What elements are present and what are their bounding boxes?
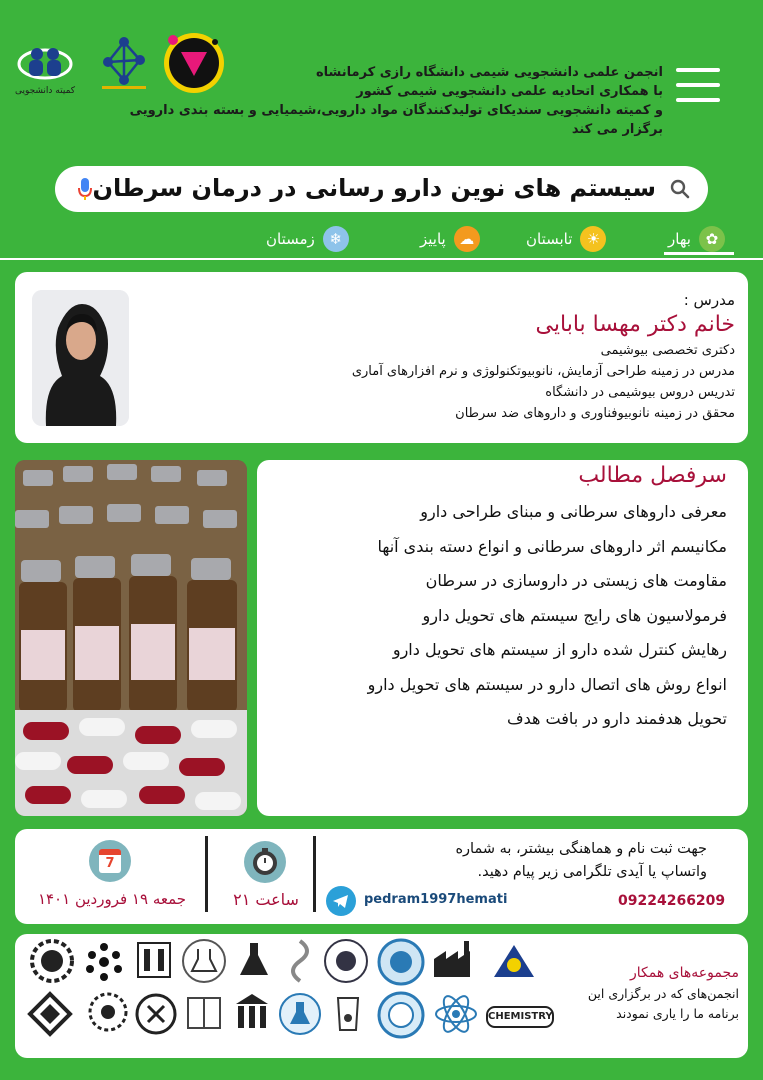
course-title: سیستم های نوین دارو رسانی در درمان سرطان (92, 174, 656, 202)
instructor-detail: محقق در زمینه نانوبیوفناوری و داروهای ضد سرطان (455, 406, 735, 421)
student-committee-caption: کمیته دانشجویی (14, 86, 76, 96)
partner-logo-flask-gear (232, 937, 276, 985)
syllabus-item: معرفی داروهای سرطانی و مبنای طراحی دارو (420, 502, 727, 521)
calendar-sheet: 7 (99, 849, 121, 873)
tab-label: زمستان (266, 230, 315, 248)
partner-logo-dots (80, 937, 128, 985)
partners-heading: مجموعه‌های همکار (629, 965, 739, 981)
active-tab-indicator (664, 252, 734, 255)
student-committee-logo (14, 40, 76, 96)
syllabus-item: مکانیسم اثر داروهای سرطانی و انواع دسته بندی آنها (377, 536, 727, 556)
partner-logo-seal (322, 937, 370, 985)
medicine-image (15, 460, 247, 816)
partner-logo-atom (432, 990, 480, 1038)
instructor-photo (32, 290, 129, 426)
event-time: ساعت ۲۱ (233, 890, 299, 909)
syllabus-heading: سرفصل مطالب (578, 463, 727, 488)
menu-line (676, 68, 720, 72)
contact-text (337, 838, 707, 884)
organizer-text (123, 63, 663, 139)
partner-logo-molecule (86, 990, 130, 1038)
calendar-icon (89, 840, 131, 882)
spring-icon: ✿ (699, 226, 725, 252)
partner-logo-building (132, 937, 176, 985)
organizer-line: انجمن علمی دانشجویی شیمی دانشگاه رازی کرمانشاه (315, 65, 663, 80)
tab-label: بهار (668, 230, 691, 248)
partner-logo-blue-seal (376, 937, 426, 987)
partner-logo-chemistry: CHEMISTRY (486, 1006, 554, 1028)
partner-logo-flasks (180, 937, 228, 985)
partners-desc: انجمن‌های که در برگزاری این (587, 986, 739, 1001)
organizer-line: و کمیته دانشجویی سندیکای تولیدکنندگان مواد دارویی،شیمیایی و بسته بندی دارویی (129, 103, 663, 118)
partner-logo-beaker (326, 990, 370, 1038)
partner-logo-book (182, 990, 226, 1038)
instructor-name: خانم دکتر مهسا بابایی (535, 312, 735, 337)
menu-button[interactable] (676, 68, 720, 102)
telegram-icon[interactable] (326, 886, 356, 916)
organizer-line: برگزار می کند (571, 122, 663, 137)
partner-logo-association (486, 937, 542, 985)
tab-label: تابستان (526, 230, 573, 248)
tab-winter[interactable] (266, 225, 349, 253)
medicine-vials-capsules-image (15, 460, 247, 816)
tab-autumn[interactable] (420, 225, 480, 253)
tab-spring[interactable] (668, 225, 725, 253)
partner-logo-blue-circle (376, 990, 426, 1040)
phone-number[interactable]: 09224266209 (618, 893, 726, 909)
partner-logo-helix (280, 937, 320, 985)
contact-divider (205, 836, 208, 912)
partner-logo-chevron (26, 990, 74, 1038)
syllabus-item: رهایش کنترل شده دارو از سیستم های تحویل دارو (392, 640, 727, 659)
event-date: جمعه ۱۹ فروردین ۱۴۰۱ (37, 890, 187, 908)
organizer-line: با همکاری اتحادیه علمی دانشجویی شیمی کشور (356, 84, 663, 99)
mic-icon[interactable] (77, 177, 93, 201)
partners-desc: برنامه ما را یاری نمودند (616, 1006, 739, 1021)
partner-logo-pillars (230, 990, 274, 1038)
instructor-detail: تدریس دروس بیوشیمی در دانشگاه (545, 385, 735, 400)
winter-icon: ❄ (323, 226, 349, 252)
menu-line (676, 98, 720, 102)
tab-label: پاییز (420, 230, 446, 248)
partner-logo-ring (134, 990, 178, 1038)
summer-sun-icon: ☀ (580, 226, 606, 252)
contact-line: جهت ثبت نام و هماهنگی بیشتر، به شماره (455, 841, 707, 857)
search-bar[interactable] (55, 166, 708, 212)
instructor-info (265, 290, 735, 424)
syllabus-item: تحویل هدفمند دارو در بافت هدف (507, 709, 727, 728)
syllabus-list (267, 500, 727, 742)
instructor-detail: دکتری تخصصی بیوشیمی (600, 343, 735, 358)
partner-logo-chemistry-gear (28, 937, 76, 985)
partner-logo-flask-blue (278, 990, 322, 1038)
syllabus-item: فرمولاسیون های رایج سیستم های تحویل دارو (422, 605, 727, 625)
syllabus-item: مقاومت های زیستی در داروسازی در سرطان (425, 571, 727, 590)
autumn-icon: ☁ (454, 226, 480, 252)
instructor-detail: مدرس در زمینه طراحی آزمایش، نانوبیوتکنولوژی و نرم افزارهای آماری (351, 364, 735, 379)
tab-summer[interactable] (526, 225, 606, 253)
syllabus (267, 463, 727, 742)
tabs-divider (0, 258, 763, 260)
telegram-id-link[interactable]: pedram1997hemati (364, 892, 508, 907)
instructor-avatar (32, 290, 129, 426)
partner-logo-factory (430, 937, 480, 985)
clock-icon (243, 840, 287, 884)
partners-text (539, 962, 739, 1024)
search-icon[interactable] (670, 179, 690, 199)
syllabus-item: انواع روش های اتصال دارو در سیستم های تحویل دارو (367, 674, 727, 694)
menu-line (676, 83, 720, 87)
instructor-role-label: مدرس : (683, 291, 735, 309)
contact-line: واتساپ یا آیدی تلگرامی زیر پیام دهید. (477, 864, 707, 880)
student-committee-icon (17, 40, 73, 86)
